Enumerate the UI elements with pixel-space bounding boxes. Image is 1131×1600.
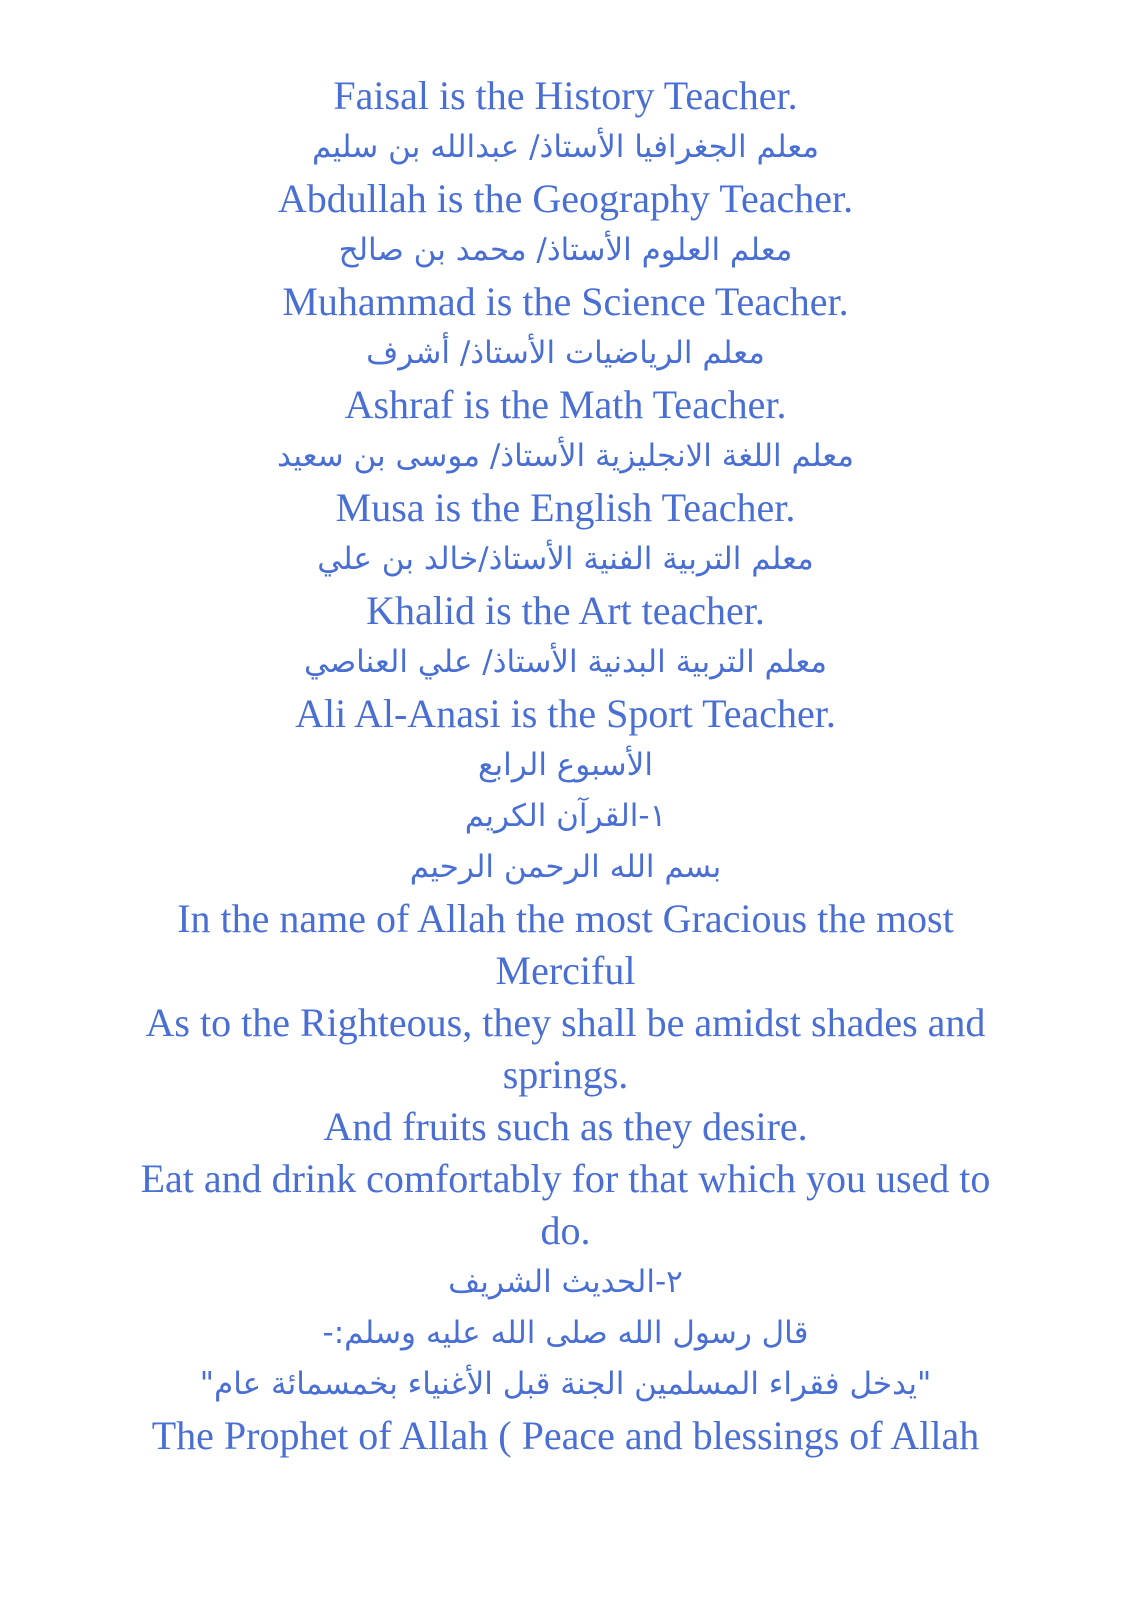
text-line-sport-teacher-ar: معلم التربية البدنية الأستاذ/ علي العناصي	[303, 644, 828, 680]
text-line-righteous-2: springs.	[502, 1052, 629, 1097]
text-line-basmala-ar: بسم الله الرحمن الرحيم	[409, 849, 722, 885]
text-line-science-teacher-ar: معلم العلوم الأستاذ/ محمد بن صالح	[338, 232, 793, 268]
heading-holy-quran: ١-القرآن الكريم	[464, 798, 667, 834]
text-line-basmala-en-2: Merciful	[495, 948, 636, 993]
text-line-righteous-1: As to the Righteous, they shall be amidst shades and	[145, 1000, 986, 1045]
text-line-fruits: And fruits such as they desire.	[323, 1104, 808, 1149]
text-line-basmala-en-1: In the name of Allah the most Gracious the most	[177, 896, 954, 941]
text-line-ali-sport: Ali Al-Anasi is the Sport Teacher.	[295, 691, 836, 736]
text-line-muhammad-science: Muhammad is the Science Teacher.	[282, 279, 849, 324]
text-line-prophet-en: The Prophet of Allah ( Peace and blessings of Allah	[151, 1413, 980, 1458]
text-line-ashraf-math: Ashraf is the Math Teacher.	[344, 382, 787, 427]
text-line-musa-english: Musa is the English Teacher.	[335, 485, 796, 530]
heading-fourth-week: الأسبوع الرابع	[478, 747, 653, 783]
text-line-prophet-said-ar: قال رسول الله صلى الله عليه وسلم:-	[322, 1315, 809, 1351]
text-line-faisal-history: Faisal is the History Teacher.	[333, 73, 798, 118]
text-line-math-teacher-ar: معلم الرياضيات الأستاذ/ أشرف	[366, 335, 765, 371]
text-line-art-teacher-ar: معلم التربية الفنية الأستاذ/خالد بن علي	[317, 541, 814, 577]
text-line-eat-drink-2: do.	[540, 1208, 591, 1253]
text-line-english-teacher-ar: معلم اللغة الانجليزية الأستاذ/ موسى بن سعيد	[277, 438, 854, 474]
text-line-hadith-quote-ar: "يدخل فقراء المسلمين الجنة قبل الأغنياء بخمسمائة عام"	[199, 1366, 932, 1402]
text-line-eat-drink-1: Eat and drink comfortably for that which you used to	[140, 1156, 991, 1201]
text-line-abdullah-geography: Abdullah is the Geography Teacher.	[277, 176, 854, 221]
text-line-khalid-art: Khalid is the Art teacher.	[366, 588, 765, 633]
heading-hadith: ٢-الحديث الشريف	[448, 1264, 683, 1300]
text-line-geography-teacher-ar: معلم الجغرافيا الأستاذ/ عبدالله بن سليم	[312, 129, 819, 165]
